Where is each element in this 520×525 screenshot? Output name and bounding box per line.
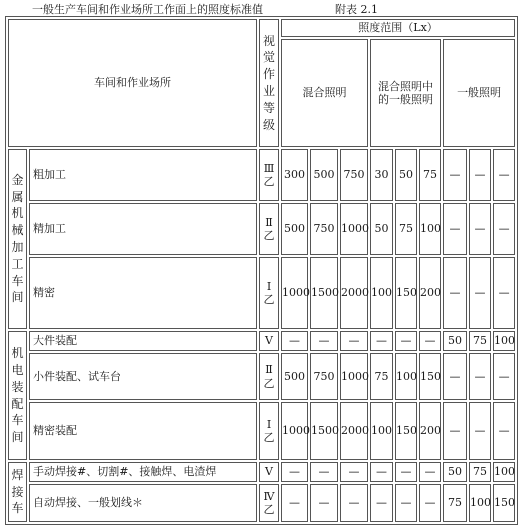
general-lux-value: 100: [469, 484, 491, 522]
general-lux-value: —: [469, 203, 491, 255]
general-lux-value: 50: [443, 462, 467, 482]
general-header: 一般照明: [443, 39, 515, 147]
mixed-lux-value: 750: [310, 353, 338, 400]
char: 械: [11, 223, 24, 238]
mixed-lux-value: —: [340, 462, 368, 482]
general-in-mixed-lux-value: —: [395, 462, 417, 482]
general-lux-value: 100: [493, 462, 515, 482]
table-row: [8, 462, 515, 482]
mixed-lux-value: —: [281, 484, 308, 522]
work-place: 自动焊接、一般划线＊: [29, 484, 257, 522]
general-in-mixed-lux-value: 200: [419, 402, 441, 460]
char: 乙: [263, 229, 275, 242]
table-number: 附表 2.1: [335, 3, 378, 16]
char: 乙: [263, 503, 275, 516]
work-place: 精密: [29, 257, 257, 329]
char: 机: [11, 346, 24, 361]
table-caption: [0, 0, 520, 16]
general-lux-value: 50: [443, 331, 467, 351]
char: 接: [11, 484, 24, 499]
general-in-mixed-lux-value: 30: [370, 149, 393, 201]
workshop-group-label: [8, 331, 27, 460]
general-lux-value: —: [443, 203, 467, 255]
char: 加: [11, 240, 24, 254]
general-in-mixed-lux-value: 150: [395, 257, 417, 329]
general-lux-value: —: [469, 257, 491, 329]
char: 工: [11, 256, 24, 271]
char: 乙: [263, 431, 275, 444]
char: 电: [11, 362, 24, 377]
general-in-mixed-lux-value: —: [370, 462, 393, 482]
mixed-lux-value: 1000: [281, 402, 308, 460]
mixed-lux-value: 750: [310, 203, 338, 255]
general-in-mixed-lux-value: 75: [370, 353, 393, 400]
general-in-mixed-lux-value: —: [419, 462, 441, 482]
mixed-header: 混合照明: [281, 39, 368, 147]
mixed-lux-value: 2000: [340, 402, 368, 460]
mixed-lux-value: —: [281, 331, 308, 351]
general-in-mixed-lux-value: 50: [395, 149, 417, 201]
char: 焊: [11, 467, 24, 482]
visual-grade: [259, 353, 279, 400]
general-in-mixed-header: [370, 39, 441, 147]
char: 车: [11, 501, 24, 516]
char: Ⅲ: [263, 161, 275, 175]
mixed-lux-value: 1000: [340, 203, 368, 255]
table-row: [8, 484, 515, 522]
char: 车: [11, 273, 24, 288]
char: 间: [11, 430, 24, 445]
work-place: 精密装配: [29, 402, 257, 460]
visual-grade: [259, 149, 279, 201]
general-in-mixed-lux-value: —: [370, 331, 393, 351]
mixed-lux-value: 1000: [281, 257, 308, 329]
general-lux-value: —: [493, 402, 515, 460]
visual-grade: [259, 203, 279, 255]
mixed-lux-value: —: [281, 462, 308, 482]
char: 混合照明中: [378, 79, 433, 93]
general-lux-value: —: [443, 257, 467, 329]
char: 的一般照明: [378, 93, 433, 106]
general-lux-value: 75: [469, 331, 491, 351]
general-in-mixed-lux-value: —: [370, 484, 393, 522]
mixed-lux-value: 500: [310, 149, 338, 201]
table-row: [8, 203, 515, 255]
mixed-lux-value: 1000: [340, 353, 368, 400]
char: 乙: [263, 175, 275, 188]
illuminance-table: [5, 16, 518, 525]
workshop-group-label: [8, 462, 27, 522]
mixed-lux-value: —: [340, 484, 368, 522]
work-place: 手动焊接#、切割#、接触焊、电渣焊: [29, 462, 257, 482]
general-lux-value: —: [443, 149, 467, 201]
work-place: 粗加工: [29, 149, 257, 201]
char: Ⅰ: [266, 279, 272, 293]
header-row: [8, 19, 515, 37]
char: 属: [11, 189, 24, 204]
char: 作: [262, 67, 275, 82]
char: Ⅳ: [263, 489, 275, 503]
visual-grade: [259, 331, 279, 351]
general-lux-value: —: [493, 149, 515, 201]
general-lux-value: 75: [469, 462, 491, 482]
mixed-lux-value: 2000: [340, 257, 368, 329]
general-in-mixed-lux-value: 50: [370, 203, 393, 255]
char: Ⅴ: [265, 465, 273, 479]
general-in-mixed-lux-value: —: [395, 484, 417, 522]
general-lux-value: —: [469, 353, 491, 400]
general-lux-value: —: [469, 149, 491, 201]
mixed-lux-value: —: [310, 484, 338, 522]
general-in-mixed-lux-value: 100: [419, 203, 441, 255]
work-place: 精加工: [29, 203, 257, 255]
char: 视: [262, 33, 275, 48]
general-lux-value: —: [443, 402, 467, 460]
char: 级: [262, 117, 275, 132]
visual-grade: [259, 257, 279, 329]
general-lux-value: —: [493, 203, 515, 255]
general-in-mixed-lux-value: —: [395, 331, 417, 351]
table-row: [8, 257, 515, 329]
work-place: 小件装配、试车台: [29, 353, 257, 400]
char: 乙: [263, 293, 275, 306]
general-in-mixed-lux-value: 100: [395, 353, 417, 400]
visual-grade: [259, 484, 279, 522]
char: Ⅴ: [265, 334, 273, 348]
general-lux-value: —: [493, 257, 515, 329]
general-lux-value: —: [469, 402, 491, 460]
char: 觉: [262, 50, 275, 65]
general-in-mixed-lux-value: 75: [395, 203, 417, 255]
general-in-mixed-lux-value: 150: [419, 353, 441, 400]
char: Ⅱ: [265, 363, 273, 377]
workshop-group-label: [8, 149, 27, 329]
char: 车: [11, 413, 24, 428]
mixed-lux-value: 500: [281, 203, 308, 255]
general-lux-value: 75: [443, 484, 467, 522]
char: 机: [11, 206, 24, 221]
mixed-lux-value: 1500: [310, 257, 338, 329]
table-row: [8, 402, 515, 460]
char: Ⅱ: [265, 215, 273, 229]
char: 业: [262, 84, 275, 98]
general-lux-value: —: [443, 353, 467, 400]
table-title: 一般生产车间和作业场所工作面上的照度标准值: [32, 3, 263, 16]
visual-grade: [259, 462, 279, 482]
general-in-mixed-lux-value: 200: [419, 257, 441, 329]
table-body: [8, 19, 515, 522]
place-header: 车间和作业场所: [8, 19, 257, 147]
general-lux-value: —: [493, 353, 515, 400]
general-in-mixed-lux-value: —: [419, 331, 441, 351]
mixed-lux-value: 300: [281, 149, 308, 201]
char: 间: [11, 290, 24, 305]
mixed-lux-value: —: [310, 462, 338, 482]
mixed-lux-value: —: [310, 331, 338, 351]
general-lux-value: 100: [493, 331, 515, 351]
table-row: [8, 353, 515, 400]
char: Ⅰ: [266, 417, 272, 431]
work-place: 大件装配: [29, 331, 257, 351]
general-in-mixed-lux-value: 100: [370, 257, 393, 329]
general-in-mixed-lux-value: 150: [395, 402, 417, 460]
general-lux-value: 150: [493, 484, 515, 522]
char: 乙: [263, 376, 275, 390]
char: 配: [11, 396, 24, 411]
mixed-lux-value: 500: [281, 353, 308, 400]
mixed-lux-value: —: [340, 331, 368, 351]
table-row: [8, 149, 515, 201]
mixed-lux-value: 1500: [310, 402, 338, 460]
grade-header: [259, 19, 279, 147]
range-header: 照度范围（Lx）: [281, 19, 515, 37]
general-in-mixed-lux-value: 100: [370, 402, 393, 460]
char: 装: [11, 379, 24, 394]
table-row: [8, 331, 515, 351]
general-in-mixed-lux-value: —: [419, 484, 441, 522]
char: 等: [262, 100, 275, 115]
char: 金: [11, 172, 24, 187]
visual-grade: [259, 402, 279, 460]
mixed-lux-value: 750: [340, 149, 368, 201]
general-in-mixed-lux-value: 75: [419, 149, 441, 201]
